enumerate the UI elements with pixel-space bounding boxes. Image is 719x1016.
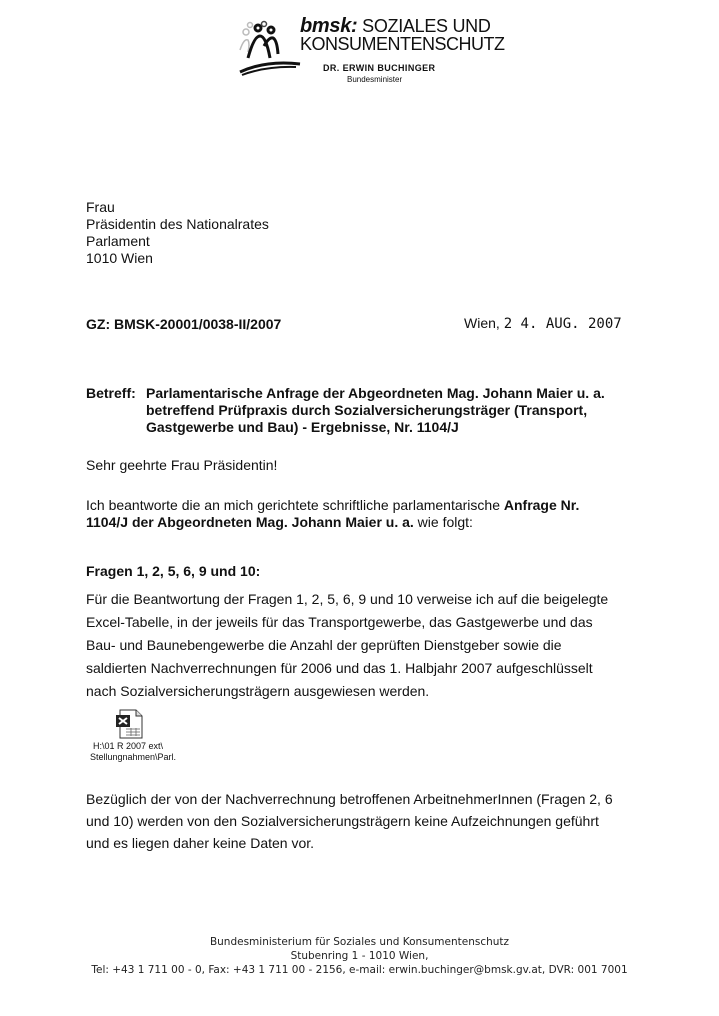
date-line bbox=[464, 315, 622, 332]
letterhead-brand: bmsk: bbox=[300, 15, 358, 37]
answer-paragraph-1 bbox=[86, 588, 608, 703]
subject-line: betreffend Prüfpraxis durch Sozialversicherungsträger (Transport, bbox=[146, 402, 588, 418]
date-stamp: 2 4. AUG. 2007 bbox=[503, 316, 622, 332]
recipient-line: 1010 Wien bbox=[86, 250, 153, 266]
paragraph-line: Excel-Tabelle, in der jeweils für das Transportgewerbe, das Gastgewerbe und das bbox=[86, 614, 593, 630]
subject-label: Betreff: bbox=[86, 385, 136, 401]
footer-address: Stubenring 1 - 1010 Wien, bbox=[290, 950, 429, 962]
intro-bold: 1104/J der Abgeordneten Mag. Johann Maier u. a. bbox=[86, 514, 414, 530]
recipient-line: Frau bbox=[86, 199, 115, 215]
reference-number: GZ: BMSK-20001/0038-II/2007 bbox=[86, 316, 282, 332]
paragraph-line: saldierten Nachverrechnungen für 2006 und das 1. Halbjahr 2007 aufgeschlüsselt bbox=[86, 660, 593, 676]
salutation: Sehr geehrte Frau Präsidentin! bbox=[86, 457, 278, 473]
intro-paragraph bbox=[86, 497, 626, 531]
subject-line: Parlamentarische Anfrage der Abgeordneten Mag. Johann Maier u. a. bbox=[146, 385, 605, 401]
paragraph-line: nach Sozialversicherungsträgern ausgewiesen werden. bbox=[86, 683, 430, 699]
questions-heading: Fragen 1, 2, 5, 6, 9 und 10: bbox=[86, 563, 261, 579]
paragraph-line: Bezüglich der von der Nachverrechnung betroffenen ArbeitnehmerInnen (Fragen 2, 6 bbox=[86, 791, 613, 807]
paragraph-line: Bau- und Baunebengewerbe die Anzahl der geprüften Dienstgeber sowie die bbox=[86, 637, 562, 653]
ministry-logo-icon bbox=[236, 20, 302, 76]
minister-name: DR. ERWIN BUCHINGER bbox=[323, 63, 436, 73]
paragraph-line: und es liegen daher keine Daten vor. bbox=[86, 835, 315, 851]
attachment-label[interactable] bbox=[90, 741, 177, 763]
attachment-label-line: Stellungnahmen\Parl. bbox=[90, 752, 177, 762]
intro-text: Ich beantworte die an mich gerichtete schriftliche parlamentarische bbox=[86, 497, 504, 513]
minister-title: Bundesminister bbox=[347, 75, 403, 84]
letterhead-title-line2: KONSUMENTENSCHUTZ bbox=[300, 34, 505, 54]
answer-paragraph-2 bbox=[86, 788, 613, 854]
subject-line: Gastgewerbe und Bau) - Ergebnisse, Nr. 1104/J bbox=[146, 419, 459, 435]
footer bbox=[0, 935, 719, 977]
excel-file-icon[interactable] bbox=[114, 709, 144, 739]
recipient-line: Präsidentin des Nationalrates bbox=[86, 216, 269, 232]
paragraph-line: Für die Beantwortung der Fragen 1, 2, 5, 6, 9 und 10 verweise ich auf die beigelegte bbox=[86, 591, 609, 607]
letterhead-title-line1 bbox=[300, 16, 491, 36]
recipient-address bbox=[86, 199, 269, 267]
footer-contact: Tel: +43 1 711 00 - 0, Fax: +43 1 711 00 - 2156, e-mail: erwin.buchinger@bmsk.gv.at, DVR: 001 7001 bbox=[91, 964, 628, 976]
footer-ministry: Bundesministerium für Soziales und Konsumentenschutz bbox=[209, 936, 510, 948]
recipient-line: Parlament bbox=[86, 233, 150, 249]
intro-bold: Anfrage Nr. bbox=[503, 497, 580, 513]
date-place: Wien, bbox=[464, 315, 500, 331]
paragraph-line: und 10) werden von den Sozialversicherungsträgern keine Aufzeichnungen geführt bbox=[86, 813, 599, 829]
letterhead-line1-rest: SOZIALES UND bbox=[362, 16, 491, 36]
attachment-label-line: H:\01 R 2007 ext\ bbox=[92, 741, 164, 751]
subject-text bbox=[146, 385, 626, 436]
intro-text: wie folgt: bbox=[413, 514, 473, 530]
